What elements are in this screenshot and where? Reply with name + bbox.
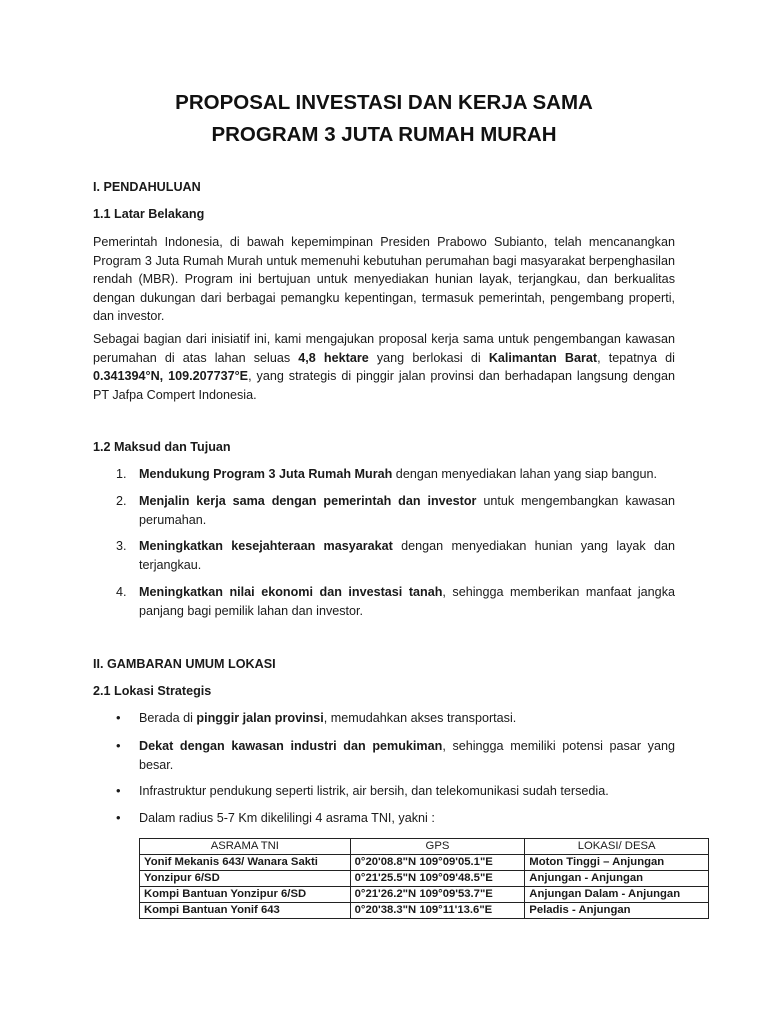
table-cell: 0°20'08.8"N 109°09'05.1"E: [350, 855, 525, 871]
goal-number: 3.: [116, 539, 127, 553]
goal-number: 2.: [116, 494, 127, 508]
document-title-line1: PROPOSAL INVESTASI DAN KERJA SAMA: [175, 91, 593, 114]
bullet-text-c: , memudahkan akses transportasi.: [323, 711, 517, 725]
table-header-lokasi: LOKASI/ DESA: [525, 839, 709, 855]
section-heading-pendahuluan: I. PENDAHULUAN: [93, 180, 201, 194]
bullet-bold: pinggir jalan provinsi: [196, 711, 324, 725]
goal-text: [139, 465, 675, 484]
table-cell: Yonif Mekanis 643/ Wanara Sakti: [140, 855, 351, 871]
goal-rest: , sehingga memberikan manfaat jangka panjang bagi pemilik lahan dan investor.: [139, 585, 675, 618]
table-row: [140, 903, 709, 919]
table-cell: Anjungan Dalam - Anjungan: [525, 887, 709, 903]
table-cell: Moton Tinggi – Anjungan: [525, 855, 709, 871]
goal-bold: Menjalin kerja sama dengan pemerintah dan investor: [139, 494, 477, 508]
goal-rest: dengan menyediakan hunian yang layak dan terjangkau.: [139, 539, 676, 572]
subheading-lokasi-strategis: 2.1 Lokasi Strategis: [93, 684, 212, 698]
table-cell: Yonzipur 6/SD: [140, 871, 351, 887]
table-row: [140, 855, 709, 871]
table-row: [140, 887, 709, 903]
paragraph-latar-belakang-2: [93, 330, 675, 404]
bullet-text: [139, 709, 675, 728]
bullet-icon: •: [116, 810, 121, 825]
goal-number: 1.: [116, 467, 127, 481]
document-title-line2: PROGRAM 3 JUTA RUMAH MURAH: [211, 123, 557, 146]
p2-text-g: , yang strategis di pinggir jalan provinsi dan berhadapan langsung dengan PT Jafpa Compert Indonesia.: [93, 369, 676, 402]
goal-text: [139, 492, 675, 529]
goal-number: 4.: [116, 585, 127, 599]
subheading-maksud-tujuan: 1.2 Maksud dan Tujuan: [93, 440, 231, 454]
table-cell: 0°21'26.2"N 109°09'53.7"E: [350, 887, 525, 903]
paragraph-latar-belakang-1: Pemerintah Indonesia, di bawah kepemimpinan Presiden Prabowo Subianto, telah mencanangkan Program 3 Juta Rumah Murah untuk memenuhi kebutuhan perumahan bagi masyarakat berpenghasilan rendah (MBR). Program ini bertujuan untuk menyediakan hunian layak, terjangkau, dan berkualitas dengan dukungan dari berbagai pemangku kepentingan, termasuk pemerintah, pengembang properti, dan investor.: [93, 235, 675, 323]
goal-rest: untuk mengembangkan kawasan perumahan.: [139, 494, 675, 527]
table-cell: 0°20'38.3"N 109°11'13.6"E: [350, 903, 525, 919]
table-header-asrama: ASRAMA TNI: [140, 839, 351, 855]
goal-bold: Meningkatkan kesejahteraan masyarakat: [139, 539, 393, 553]
table-header-gps: GPS: [350, 839, 525, 855]
table-cell: Kompi Bantuan Yonzipur 6/SD: [140, 887, 351, 903]
goal-rest: dengan menyediakan lahan yang siap bangun.: [392, 467, 657, 481]
table-cell: 0°21'25.5"N 109°09'48.5"E: [350, 871, 525, 887]
bullet-icon: •: [116, 738, 121, 753]
p2-coordinates: 0.341394°N, 109.207737°E: [93, 369, 249, 383]
p2-text-c: yang berlokasi di: [368, 350, 489, 365]
p2-region: Kalimantan Barat: [488, 350, 598, 365]
p2-text-a: Sebagai bagian dari inisiatif ini, kami mengajukan proposal kerja sama untuk pengembangan kawasan perumahan di atas lahan seluas: [93, 332, 675, 365]
bullet-text-a: Berada di: [139, 711, 197, 725]
bullet-text: [139, 737, 675, 774]
goal-bold: Meningkatkan nilai ekonomi dan investasi tanah: [139, 585, 443, 599]
subheading-latar-belakang: 1.1 Latar Belakang: [93, 207, 205, 221]
p2-text-e: , tepatnya di: [597, 350, 675, 365]
goal-text: [139, 537, 675, 574]
section-heading-gambaran-lokasi: II. GAMBARAN UMUM LOKASI: [93, 657, 276, 671]
table-header-row: [140, 839, 709, 855]
goal-bold: Mendukung Program 3 Juta Rumah Murah: [139, 467, 393, 481]
bullet-text: Dalam radius 5-7 Km dikelilingi 4 asrama TNI, yakni :: [139, 811, 435, 825]
table-cell: Peladis - Anjungan: [525, 903, 709, 919]
asrama-tni-table: [139, 838, 709, 919]
bullet-icon: •: [116, 783, 121, 798]
table-row: [140, 871, 709, 887]
p2-area: 4,8 hektare: [298, 350, 369, 365]
bullet-icon: •: [116, 710, 121, 725]
bullet-text: Infrastruktur pendukung seperti listrik, air bersih, dan telekomunikasi sudah tersedia.: [139, 784, 609, 798]
table-cell: Kompi Bantuan Yonif 643: [140, 903, 351, 919]
goal-text: [139, 583, 675, 620]
bullet-bold: Dekat dengan kawasan industri dan pemukiman: [139, 739, 443, 753]
table-cell: Anjungan - Anjungan: [525, 871, 709, 887]
bullet-text-b: , sehingga memiliki potensi pasar yang besar.: [139, 739, 675, 772]
